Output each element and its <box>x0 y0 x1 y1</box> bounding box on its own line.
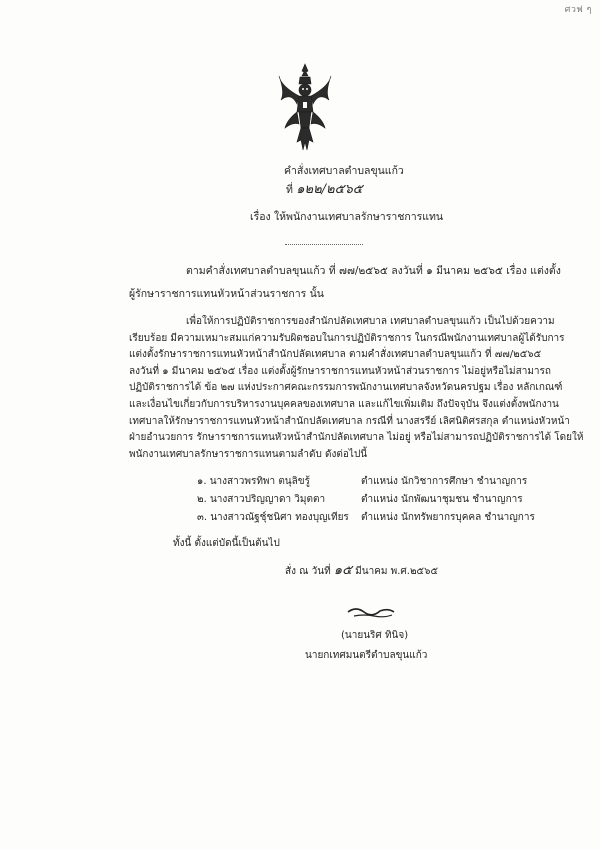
corner-handwritten-mark: ศวฟ ๆ <box>564 5 592 15</box>
staff-name: ๓. นางสาวณัฐชุ์ชนิศา ทองบุญเทียร <box>197 512 349 523</box>
paragraph-1-line-1: ตามคำสั่งเทศบาลตำบลขุนแก้ว ที่ ๗๗/๒๕๖๕ ลงวันที่ ๑ มีนาคม ๒๕๖๕ เรื่อง แต่งตั้ง <box>186 265 561 277</box>
staff-name: ๒. นางสาวปริญญาดา วิมุตตา <box>197 494 326 505</box>
paragraph-2-line: ลงวันที่ ๑ มีนาคม ๒๕๖๕ เรื่อง แต่งตั้งผู้รักษาราชการแทนหัวหน้าส่วนราชการ ไม่อยู่หรือไม่สามารถ <box>129 365 551 377</box>
paragraph-2-line: พนักงานเทศบาลรักษาราชการแทนตามลำดับ ดังต่อไปนี้ <box>129 448 368 460</box>
staff-name: ๑. นางสาวพรทิพา ตนุลิขรู้ <box>197 476 310 487</box>
order-date-month-year: มีนาคม พ.ศ.๒๕๖๕ <box>355 566 439 577</box>
staff-position: ตำแหน่ง นักทรัพยากรบุคคล ชำนาญการ <box>361 512 535 523</box>
garuda-emblem-icon <box>277 62 333 154</box>
staff-position: ตำแหน่ง นักวิชาการศึกษา ชำนาญการ <box>361 476 528 487</box>
order-number-prefix: ที่ <box>286 184 293 196</box>
paragraph-2-line: เพื่อให้การปฏิบัติราชการของสำนักปลัดเทศบาล เทศบาลตำบลขุนแก้ว เป็นไปด้วยความ <box>186 316 555 327</box>
paragraph-2-line: เรียบร้อย มีความเหมาะสมแก่ความรับผิดชอบในการปฏิบัติราชการ ในกรณีพนักงานเทศบาลผู้ได้รับการ <box>129 332 565 344</box>
signatory-title: นายกเทศมนตรีตำบลขุนแก้ว <box>305 650 428 661</box>
order-number-line <box>286 183 363 197</box>
paragraph-2-line: เทศบาลให้รักษาราชการแทนหัวหน้าสำนักปลัดเทศบาล กรณีที่ นางสรรีย์ เลิศนิติศรสกุล ตำแหน่งหัวหน้า <box>129 415 570 427</box>
paragraph-2-line: และเงื่อนไขเกี่ยวกับการบริหารงานบุคคลของเทศบาล และแก้ไขเพิ่มเติม ถึงปัจจุบัน จึงแต่งตั้งพนักงาน <box>129 398 559 410</box>
paragraph-2-line: ฝ่ายอำนวยการ รักษาราชการแทนหัวหน้าสำนักปลัดเทศบาล ไม่อยู่ หรือไม่สามารถปฏิบัติราชการได้ โดยให้ <box>129 432 584 444</box>
order-date-day: ๑๕ <box>333 563 352 578</box>
signatory-name: (นายนริศ ทินิจ) <box>341 630 409 641</box>
header-divider <box>285 244 363 245</box>
paragraph-2-line: ปฏิบัติราชการได้ ข้อ ๒๗ แห่งประกาศคณะกรรมการพนักงานเทศบาลจังหวัดนครปฐม เรื่อง หลักเกณฑ์ <box>129 382 563 394</box>
effective-statement: ทั้งนี้ ตั้งแต่บัดนี้เป็นต้นไป <box>173 538 280 549</box>
order-number: ๑๒๒/๒๕๖๕ <box>296 182 363 197</box>
order-title: คำสั่งเทศบาลตำบลขุนแก้ว <box>284 165 404 177</box>
order-date-line <box>285 564 438 578</box>
order-date-prefix: สั่ง ณ วันที่ <box>285 566 331 577</box>
order-subject: เรื่อง ให้พนักงานเทศบาลรักษาราชการแทน <box>250 211 444 223</box>
paragraph-2-line: แต่งตั้งรักษาราชการแทนหัวหน้าสำนักปลัดเทศบาล ตามคำสั่งเทศบาลตำบลขุนแก้ว ที่ ๗๗/๒๕๖๕ <box>129 349 542 361</box>
paragraph-2 <box>129 314 584 463</box>
paragraph-1-line-2: ผู้รักษาราชการแทนหัวหน้าส่วนราชการ นั้น <box>129 288 324 300</box>
staff-position: ตำแหน่ง นักพัฒนาชุมชน ชำนาญการ <box>361 494 523 505</box>
handwritten-signature <box>344 600 398 622</box>
